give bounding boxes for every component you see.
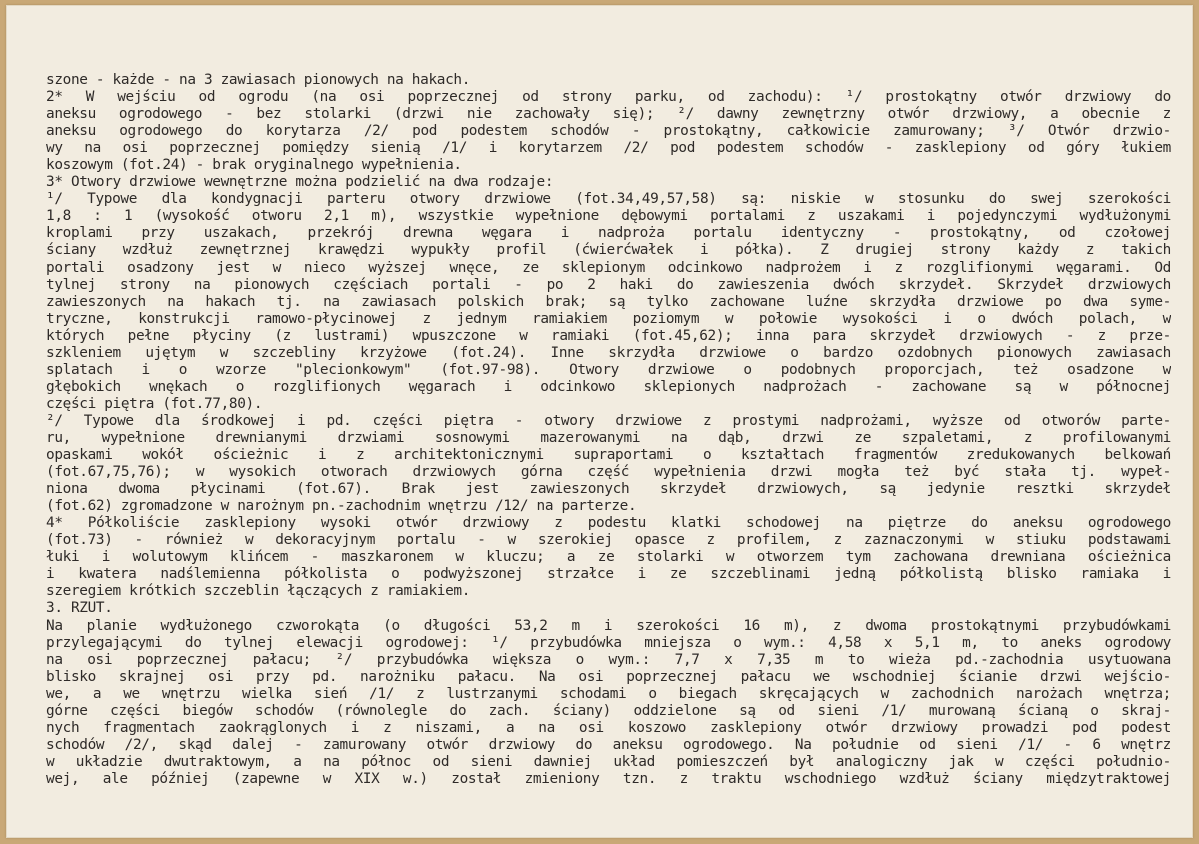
text-line: 4* Półkoliście zasklepiony wysoki otwór drzwiowy z podestu klatki schodowej na piętrze do aneksu ogrodowego xyxy=(46,515,1171,532)
text-line: portali osadzony jest w nieco wyższej wnęce, ze sklepionym odcinkowo nadprożem i z rozglifionymi węgarami. Od xyxy=(46,259,1171,276)
text-line: na osi poprzecznej pałacu; ²/ przybudówka większa o wym.: 7,7 x 7,35 m to wieża pd.-zachodnia usytuowana xyxy=(46,651,1171,668)
text-line: tryczne, konstrukcji ramowo-płycinowej z jednym ramiakiem poziomym w połowie wysokości i o dwóch polach, w xyxy=(46,310,1171,327)
text-line: ru, wypełnione drewnianymi drzwiami sosnowymi mazerowanymi na dąb, drzwi ze szpaletami, z profilowanymi xyxy=(46,429,1171,446)
text-line: 3* Otwory drzwiowe wewnętrzne można podzielić na dwa rodzaje: xyxy=(46,174,554,191)
text-line: aneksu ogrodowego do korytarza /2/ pod podestem schodów - prostokątny, całkowicie zamurowany; ³/ Otwór drzwio- xyxy=(46,123,1171,140)
text-line: zawieszonych na hakach tj. na zawiasach polskich brak; są tylko zachowane luźne skrzydła drzwiowe po dwa syme- xyxy=(46,293,1171,310)
text-line: szkleniem ujętym w szczebliny krzyżowe (fot.24). Inne skrzydła drzwiowe o bardzo ozdobnych pionowych zawiasach xyxy=(46,344,1171,361)
document-text xyxy=(46,72,1171,788)
text-line: łuki i wolutowym klińcem - maszkaronem w kluczu; a ze stolarki w otworzem tym zachowana drewniana ościeżnica xyxy=(46,549,1171,566)
text-line: tylnej strony na pionowych częściach portali - po 2 haki do zawieszenia dwóch skrzydeł. Skrzydeł drzwiowych xyxy=(46,276,1171,293)
text-line: (fot.67,75,76); w wysokich otworach drzwiowych górna część wypełnienia drzwi mogła też być stała tj. wypeł- xyxy=(46,464,1171,481)
text-line: kroplami przy uszakach, przekrój drewna węgara i nadproża portalu identyczny - prostokątny, od czołowej xyxy=(46,225,1171,242)
text-line: opaskami wokół ościeżnic i z architektonicznymi supraportami o kształtach fragmentów zredukowanych belkowań xyxy=(46,447,1171,464)
text-line: ¹/ Typowe dla kondygnacji parteru otwory drzwiowe (fot.34,49,57,58) są: niskie w stosunku do swej szerokości xyxy=(46,191,1171,208)
text-line: głębokich wnękach o rozglifionych węgarach i odcinkowo sklepionych nadprożach - zachowane są w północnej xyxy=(46,378,1171,395)
text-line: których pełne płyciny (z lustrami) wpuszczone w ramiaki (fot.45,62); inna para skrzydeł drzwiowych - z prze- xyxy=(46,327,1171,344)
text-line: 3. RZUT. xyxy=(46,600,113,617)
document-card xyxy=(6,5,1193,838)
text-line: aneksu ogrodowego - bez stolarki (drzwi nie zachowały się); ²/ dawny zewnętrzny otwór drzwiowy, a obecnie z xyxy=(46,106,1171,123)
text-line: 1,8 : 1 (wysokość otworu 2,1 m), wszystkie wypełnione dębowymi portalami z uszakami i pojedynczymi wydłużonymi xyxy=(46,208,1171,225)
text-line: przylegającymi do tylnej elewacji ogrodowej: ¹/ przybudówka mniejsza o wym.: 4,58 x 5,1 m, to aneks ogrodowy xyxy=(46,634,1171,651)
text-line: w układzie dwutraktowym, a na północ od sieni dawniej układ pomieszczeń był analogiczny jak w części południo- xyxy=(46,753,1171,770)
text-line: koszowym (fot.24) - brak oryginalnego wypełnienia. xyxy=(46,157,462,174)
text-line: splatach i o wzorze "plecionkowym" (fot.97-98). Otwory drzwiowe o podobnych proporcjach, też osadzone w xyxy=(46,361,1171,378)
text-line: szeregiem krótkich szczeblin łączących z ramiakiem. xyxy=(46,583,471,600)
text-line: 2* W wejściu od ogrodu (na osi poprzecznej od strony parku, od zachodu): ¹/ prostokątny otwór drzwiowy do xyxy=(46,89,1171,106)
text-line: we, a we wnętrzu wielka sień /1/ z lustrzanymi schodami o biegach skręcających w zachodnich narożach wnętrza; xyxy=(46,685,1171,702)
text-line: (fot.62) zgromadzone w narożnym pn.-zachodnim wnętrzu /12/ na parterze. xyxy=(46,498,637,515)
text-line: schodów /2/, skąd dalej - zamurowany otwór drzwiowy do aneksu ogrodowego. Na południe od sieni /1/ - 6 wnętrz xyxy=(46,736,1171,753)
text-line: niona dwoma płycinami (fot.67). Brak jest zawieszonych skrzydeł drzwiowych, są jedynie resztki skrzydeł xyxy=(46,481,1171,498)
text-line: wy na osi poprzecznej pomiędzy sienią /1/ i korytarzem /2/ pod podestem schodów - zasklepiony od góry łukiem xyxy=(46,140,1171,157)
text-line: ²/ Typowe dla środkowej i pd. części piętra - otwory drzwiowe z prostymi nadprożami, wyższe od otworów parte- xyxy=(46,412,1171,429)
text-line: blisko skrajnej osi przy pd. narożniku pałacu. Na osi poprzecznej pałacu we wschodniej ścianie drzwi wejścio- xyxy=(46,668,1171,685)
text-line: ściany wzdłuż zewnętrznej krawędzi wypukły profil (ćwierćwałek i półka). Z drugiej strony każdy z takich xyxy=(46,242,1171,259)
text-line: szone - każde - na 3 zawiasach pionowych na hakach. xyxy=(46,72,471,88)
text-line: nych fragmentach zaokrąglonych i z niszami, a na osi koszowo zasklepiony otwór drzwiowy prowadzi pod podest xyxy=(46,719,1171,736)
text-line: i kwatera nadślemienna półkolista o podwyższonej strzałce i ze szczeblinami jedną półkolistą blisko ramiaka i xyxy=(46,566,1171,583)
text-line: części piętra (fot.77,80). xyxy=(46,395,263,412)
text-line: górne części biegów schodów (równolegle do zach. ściany) oddzielone są od sieni /1/ murowaną ścianą o skraj- xyxy=(46,702,1171,719)
text-line: Na planie wydłużonego czworokąta (o długości 53,2 m i szerokości 16 m), z dwoma prostokątnymi przybudówkami xyxy=(46,617,1171,634)
text-line: (fot.73) - również w dekoracyjnym portalu - w szerokiej opasce z profilem, z zaznaczonymi w stiuku podstawami xyxy=(46,532,1171,549)
text-line: wej, ale później (zapewne w XIX w.) został zmieniony tzn. z traktu wschodniego wzdłuż ściany międzytraktowej xyxy=(46,770,1171,787)
